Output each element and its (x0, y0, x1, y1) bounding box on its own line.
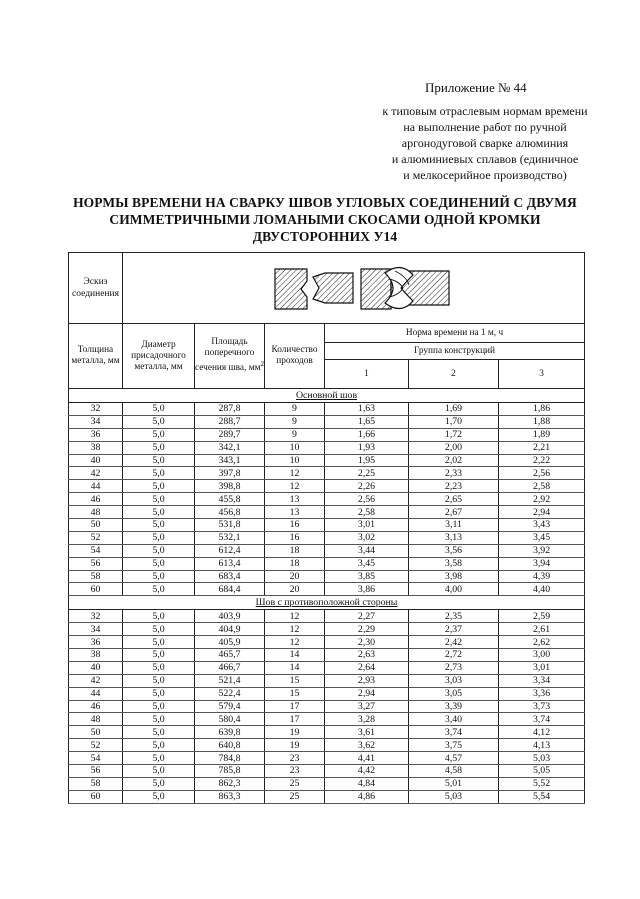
table-cell: 5,0 (123, 739, 195, 752)
table-cell: 18 (265, 557, 325, 570)
table-cell: 1,70 (409, 415, 499, 428)
table-cell: 1,95 (325, 454, 409, 467)
table-cell: 5,03 (409, 790, 499, 803)
table-cell: 23 (265, 752, 325, 765)
table-row (69, 557, 585, 570)
table-cell: 612,4 (195, 544, 265, 557)
table-cell: 2,64 (325, 661, 409, 674)
table-cell: 579,4 (195, 700, 265, 713)
table-cell: 58 (69, 570, 123, 583)
table-cell: 52 (69, 739, 123, 752)
table-cell: 522,4 (195, 687, 265, 700)
section-title-row (69, 389, 585, 403)
table-cell: 1,63 (325, 403, 409, 416)
table-cell: 5,54 (499, 790, 585, 803)
col-area-header (195, 324, 265, 389)
appendix-reference (360, 103, 610, 183)
table-cell: 13 (265, 493, 325, 506)
table-cell: 5,0 (123, 428, 195, 441)
table-row (69, 674, 585, 687)
table-cell: 5,52 (499, 777, 585, 790)
table-row (69, 661, 585, 674)
table-cell: 5,0 (123, 636, 195, 649)
table-cell: 1,88 (499, 415, 585, 428)
table-cell: 38 (69, 649, 123, 662)
appendix-number: Приложение № 44 (425, 80, 527, 95)
table-cell: 4,40 (499, 583, 585, 596)
table-cell: 2,22 (499, 454, 585, 467)
table-cell: 785,8 (195, 765, 265, 778)
table-cell: 343,1 (195, 454, 265, 467)
table-cell: 4,00 (409, 583, 499, 596)
table-cell: 20 (265, 570, 325, 583)
table-cell: 580,4 (195, 713, 265, 726)
col-group-1: 1 (325, 360, 409, 389)
table-cell: 2,56 (325, 493, 409, 506)
table-cell: 25 (265, 790, 325, 803)
table-cell: 3,58 (409, 557, 499, 570)
table-cell: 639,8 (195, 726, 265, 739)
sketch-label: Эскиз соединения (69, 253, 123, 324)
table-cell: 4,42 (325, 765, 409, 778)
title-line: СИММЕТРИЧНЫМИ ЛОМАНЫМИ СКОСАМИ ОДНОЙ КРОМКИ (109, 212, 541, 227)
table-cell: 14 (265, 661, 325, 674)
table-cell: 289,7 (195, 428, 265, 441)
joint-sketch-drawing (273, 259, 453, 317)
table-cell: 2,29 (325, 623, 409, 636)
table-cell: 5,0 (123, 777, 195, 790)
table-cell: 46 (69, 493, 123, 506)
table-cell: 3,74 (409, 726, 499, 739)
table-cell: 1,89 (499, 428, 585, 441)
table-cell: 50 (69, 726, 123, 739)
table-cell: 34 (69, 415, 123, 428)
table-cell: 3,03 (409, 674, 499, 687)
reference-line: на выполнение работ по ручной (403, 120, 567, 134)
table-cell: 12 (265, 610, 325, 623)
table-row (69, 506, 585, 519)
table-cell: 5,0 (123, 700, 195, 713)
table-cell: 54 (69, 752, 123, 765)
table-cell: 3,45 (499, 531, 585, 544)
table-row (69, 765, 585, 778)
section-title-row (69, 596, 585, 610)
table-cell: 3,62 (325, 739, 409, 752)
table-cell: 2,25 (325, 467, 409, 480)
table-cell: 2,63 (325, 649, 409, 662)
section-title-text: Основной шов (295, 389, 358, 401)
table-row (69, 623, 585, 636)
table-cell: 5,0 (123, 726, 195, 739)
table-cell: 2,62 (499, 636, 585, 649)
title-line: ДВУСТОРОННИХ У14 (252, 229, 398, 244)
table-cell: 3,45 (325, 557, 409, 570)
table-cell: 10 (265, 454, 325, 467)
table-cell: 14 (265, 649, 325, 662)
table-cell: 5,0 (123, 610, 195, 623)
norms-table (68, 252, 585, 804)
table-cell: 2,72 (409, 649, 499, 662)
table-cell: 3,28 (325, 713, 409, 726)
table-cell: 3,27 (325, 700, 409, 713)
table-cell: 16 (265, 519, 325, 532)
table-cell: 863,3 (195, 790, 265, 803)
document-title (60, 194, 590, 245)
table-cell: 3,61 (325, 726, 409, 739)
table-cell: 1,93 (325, 441, 409, 454)
table-cell: 862,3 (195, 777, 265, 790)
table-cell: 40 (69, 661, 123, 674)
table-cell: 56 (69, 557, 123, 570)
col-norm-header: Норма времени на 1 м, ч (325, 324, 585, 343)
table-cell: 2,00 (409, 441, 499, 454)
table-cell: 4,57 (409, 752, 499, 765)
table-cell: 17 (265, 700, 325, 713)
table-cell: 2,93 (325, 674, 409, 687)
table-cell: 46 (69, 700, 123, 713)
table-row (69, 583, 585, 596)
area-header-superscript: 2 (260, 360, 264, 369)
table-cell: 4,58 (409, 765, 499, 778)
table-cell: 32 (69, 610, 123, 623)
table-cell: 684,4 (195, 583, 265, 596)
table-cell: 4,86 (325, 790, 409, 803)
table-cell: 17 (265, 713, 325, 726)
table-cell: 5,0 (123, 752, 195, 765)
table-row (69, 531, 585, 544)
table-cell: 3,13 (409, 531, 499, 544)
table-cell: 2,42 (409, 636, 499, 649)
table-row (69, 687, 585, 700)
table-row (69, 713, 585, 726)
table-cell: 25 (265, 777, 325, 790)
table-cell: 3,40 (409, 713, 499, 726)
table-cell: 1,65 (325, 415, 409, 428)
table-cell: 5,0 (123, 557, 195, 570)
table-cell: 531,8 (195, 519, 265, 532)
table-cell: 3,01 (325, 519, 409, 532)
table-cell: 456,8 (195, 506, 265, 519)
col-group-2: 2 (409, 360, 499, 389)
table-cell: 5,03 (499, 752, 585, 765)
table-cell: 5,0 (123, 765, 195, 778)
table-cell: 287,8 (195, 403, 265, 416)
table-cell: 5,0 (123, 493, 195, 506)
table-cell: 3,86 (325, 583, 409, 596)
table-cell: 3,05 (409, 687, 499, 700)
table-row (69, 610, 585, 623)
table-cell: 5,0 (123, 674, 195, 687)
table-cell: 12 (265, 636, 325, 649)
table-cell: 5,0 (123, 531, 195, 544)
table-cell: 2,26 (325, 480, 409, 493)
table-cell: 3,43 (499, 519, 585, 532)
table-cell: 521,4 (195, 674, 265, 687)
table-cell: 38 (69, 441, 123, 454)
table-cell: 3,34 (499, 674, 585, 687)
table-cell: 2,94 (499, 506, 585, 519)
table-cell: 2,58 (499, 480, 585, 493)
table-cell: 5,01 (409, 777, 499, 790)
table-cell: 2,30 (325, 636, 409, 649)
table-cell: 2,23 (409, 480, 499, 493)
table-cell: 2,02 (409, 454, 499, 467)
table-cell: 3,00 (499, 649, 585, 662)
table-cell: 3,85 (325, 570, 409, 583)
table-cell: 1,69 (409, 403, 499, 416)
table-cell: 58 (69, 777, 123, 790)
table-cell: 20 (265, 583, 325, 596)
table-cell: 3,98 (409, 570, 499, 583)
table-cell: 3,56 (409, 544, 499, 557)
table-cell: 44 (69, 687, 123, 700)
table-row (69, 649, 585, 662)
table-cell: 3,02 (325, 531, 409, 544)
table-cell: 36 (69, 636, 123, 649)
table-row (69, 519, 585, 532)
table-cell: 52 (69, 531, 123, 544)
table-cell: 18 (265, 544, 325, 557)
table-cell: 56 (69, 765, 123, 778)
table-cell: 9 (265, 428, 325, 441)
table-cell: 4,13 (499, 739, 585, 752)
table-cell: 40 (69, 454, 123, 467)
col-group-header: Группа конструкций (325, 343, 585, 360)
table-cell: 15 (265, 674, 325, 687)
table-cell: 2,58 (325, 506, 409, 519)
table-cell: 42 (69, 674, 123, 687)
reference-line: аргонодуговой сварке алюминия (401, 136, 569, 150)
table-cell: 5,0 (123, 519, 195, 532)
table-cell: 5,05 (499, 765, 585, 778)
table-cell: 2,56 (499, 467, 585, 480)
table-row (69, 428, 585, 441)
table-cell: 12 (265, 480, 325, 493)
table-cell: 5,0 (123, 441, 195, 454)
joint-sketch (123, 253, 585, 324)
table-cell: 5,0 (123, 570, 195, 583)
table-row (69, 752, 585, 765)
table-row (69, 403, 585, 416)
table-cell: 3,94 (499, 557, 585, 570)
table-cell: 3,73 (499, 700, 585, 713)
col-passes-header: Количество проходов (265, 324, 325, 389)
table-row (69, 726, 585, 739)
table-row (69, 467, 585, 480)
table-cell: 9 (265, 415, 325, 428)
table-cell: 12 (265, 467, 325, 480)
table-cell: 9 (265, 403, 325, 416)
table-cell: 1,66 (325, 428, 409, 441)
table-cell: 2,61 (499, 623, 585, 636)
table-row (69, 700, 585, 713)
table-cell: 1,86 (499, 403, 585, 416)
section-title (69, 389, 585, 403)
table-cell: 50 (69, 519, 123, 532)
table-cell: 12 (265, 623, 325, 636)
table-cell: 3,75 (409, 739, 499, 752)
table-cell: 4,84 (325, 777, 409, 790)
table-cell: 5,0 (123, 713, 195, 726)
table-cell: 5,0 (123, 544, 195, 557)
table-cell: 5,0 (123, 454, 195, 467)
table-cell: 784,8 (195, 752, 265, 765)
col-thickness-header: Толщина металла, мм (69, 324, 123, 389)
reference-line: и мелкосерийное производство) (403, 168, 567, 182)
table-cell: 44 (69, 480, 123, 493)
section-opposite-seam (69, 596, 585, 803)
table-cell: 2,59 (499, 610, 585, 623)
table-cell: 5,0 (123, 506, 195, 519)
table-cell: 342,1 (195, 441, 265, 454)
table-cell: 13 (265, 506, 325, 519)
table-cell: 23 (265, 765, 325, 778)
table-row (69, 777, 585, 790)
table-cell: 5,0 (123, 403, 195, 416)
table-row (69, 570, 585, 583)
table-cell: 3,11 (409, 519, 499, 532)
table-row (69, 415, 585, 428)
table-cell: 4,39 (499, 570, 585, 583)
table-cell: 455,8 (195, 493, 265, 506)
table-cell: 2,94 (325, 687, 409, 700)
table-cell: 10 (265, 441, 325, 454)
table-row (69, 480, 585, 493)
table-cell: 34 (69, 623, 123, 636)
table-row (69, 636, 585, 649)
table-cell: 5,0 (123, 661, 195, 674)
col-group-3: 3 (499, 360, 585, 389)
table-cell: 4,41 (325, 752, 409, 765)
area-header-text: Площадь поперечного сечения шва, мм (195, 337, 261, 374)
table-cell: 5,0 (123, 790, 195, 803)
section-title (69, 596, 585, 610)
table-cell: 532,1 (195, 531, 265, 544)
table-cell: 3,36 (499, 687, 585, 700)
table-cell: 2,33 (409, 467, 499, 480)
table-cell: 2,73 (409, 661, 499, 674)
table-cell: 54 (69, 544, 123, 557)
table-cell: 683,4 (195, 570, 265, 583)
table-cell: 3,74 (499, 713, 585, 726)
table-cell: 2,35 (409, 610, 499, 623)
col-diameter-header: Диаметр присадочного металла, мм (123, 324, 195, 389)
table-cell: 640,8 (195, 739, 265, 752)
table-cell: 3,44 (325, 544, 409, 557)
table-cell: 2,92 (499, 493, 585, 506)
table-cell: 2,27 (325, 610, 409, 623)
table-row (69, 454, 585, 467)
table-row (69, 493, 585, 506)
table-cell: 2,67 (409, 506, 499, 519)
table-cell: 3,92 (499, 544, 585, 557)
table-cell: 398,8 (195, 480, 265, 493)
table-cell: 2,37 (409, 623, 499, 636)
table-cell: 19 (265, 739, 325, 752)
table-cell: 48 (69, 713, 123, 726)
table-cell: 5,0 (123, 480, 195, 493)
table-cell: 465,7 (195, 649, 265, 662)
table-cell: 466,7 (195, 661, 265, 674)
table-cell: 404,9 (195, 623, 265, 636)
table-cell: 288,7 (195, 415, 265, 428)
table-cell: 5,0 (123, 649, 195, 662)
title-line: НОРМЫ ВРЕМЕНИ НА СВАРКУ ШВОВ УГЛОВЫХ СОЕДИНЕНИЙ С ДВУМЯ (73, 195, 577, 210)
reference-line: к типовым отраслевым нормам времени (382, 104, 588, 118)
table-cell: 5,0 (123, 467, 195, 480)
table-cell: 5,0 (123, 623, 195, 636)
table-cell: 15 (265, 687, 325, 700)
table-cell: 403,9 (195, 610, 265, 623)
table-cell: 16 (265, 531, 325, 544)
table-cell: 42 (69, 467, 123, 480)
table-cell: 5,0 (123, 583, 195, 596)
table-row (69, 739, 585, 752)
table-cell: 60 (69, 583, 123, 596)
table-cell: 19 (265, 726, 325, 739)
table-cell: 60 (69, 790, 123, 803)
table-cell: 2,21 (499, 441, 585, 454)
table-cell: 5,0 (123, 415, 195, 428)
table-cell: 48 (69, 506, 123, 519)
table-cell: 3,01 (499, 661, 585, 674)
table-cell: 397,8 (195, 467, 265, 480)
table-cell: 32 (69, 403, 123, 416)
section-title-text: Шов с противоположной стороны (255, 596, 398, 608)
reference-line: и алюминиевых сплавов (единичное (391, 152, 579, 166)
table-row (69, 441, 585, 454)
table-cell: 5,0 (123, 687, 195, 700)
norms-table-wrapper (68, 252, 584, 804)
table-row (69, 544, 585, 557)
table-row (69, 790, 585, 803)
table-cell: 1,72 (409, 428, 499, 441)
section-main-seam (69, 389, 585, 596)
table-cell: 2,65 (409, 493, 499, 506)
table-cell: 36 (69, 428, 123, 441)
table-cell: 613,4 (195, 557, 265, 570)
table-cell: 3,39 (409, 700, 499, 713)
table-cell: 4,12 (499, 726, 585, 739)
table-cell: 405,9 (195, 636, 265, 649)
